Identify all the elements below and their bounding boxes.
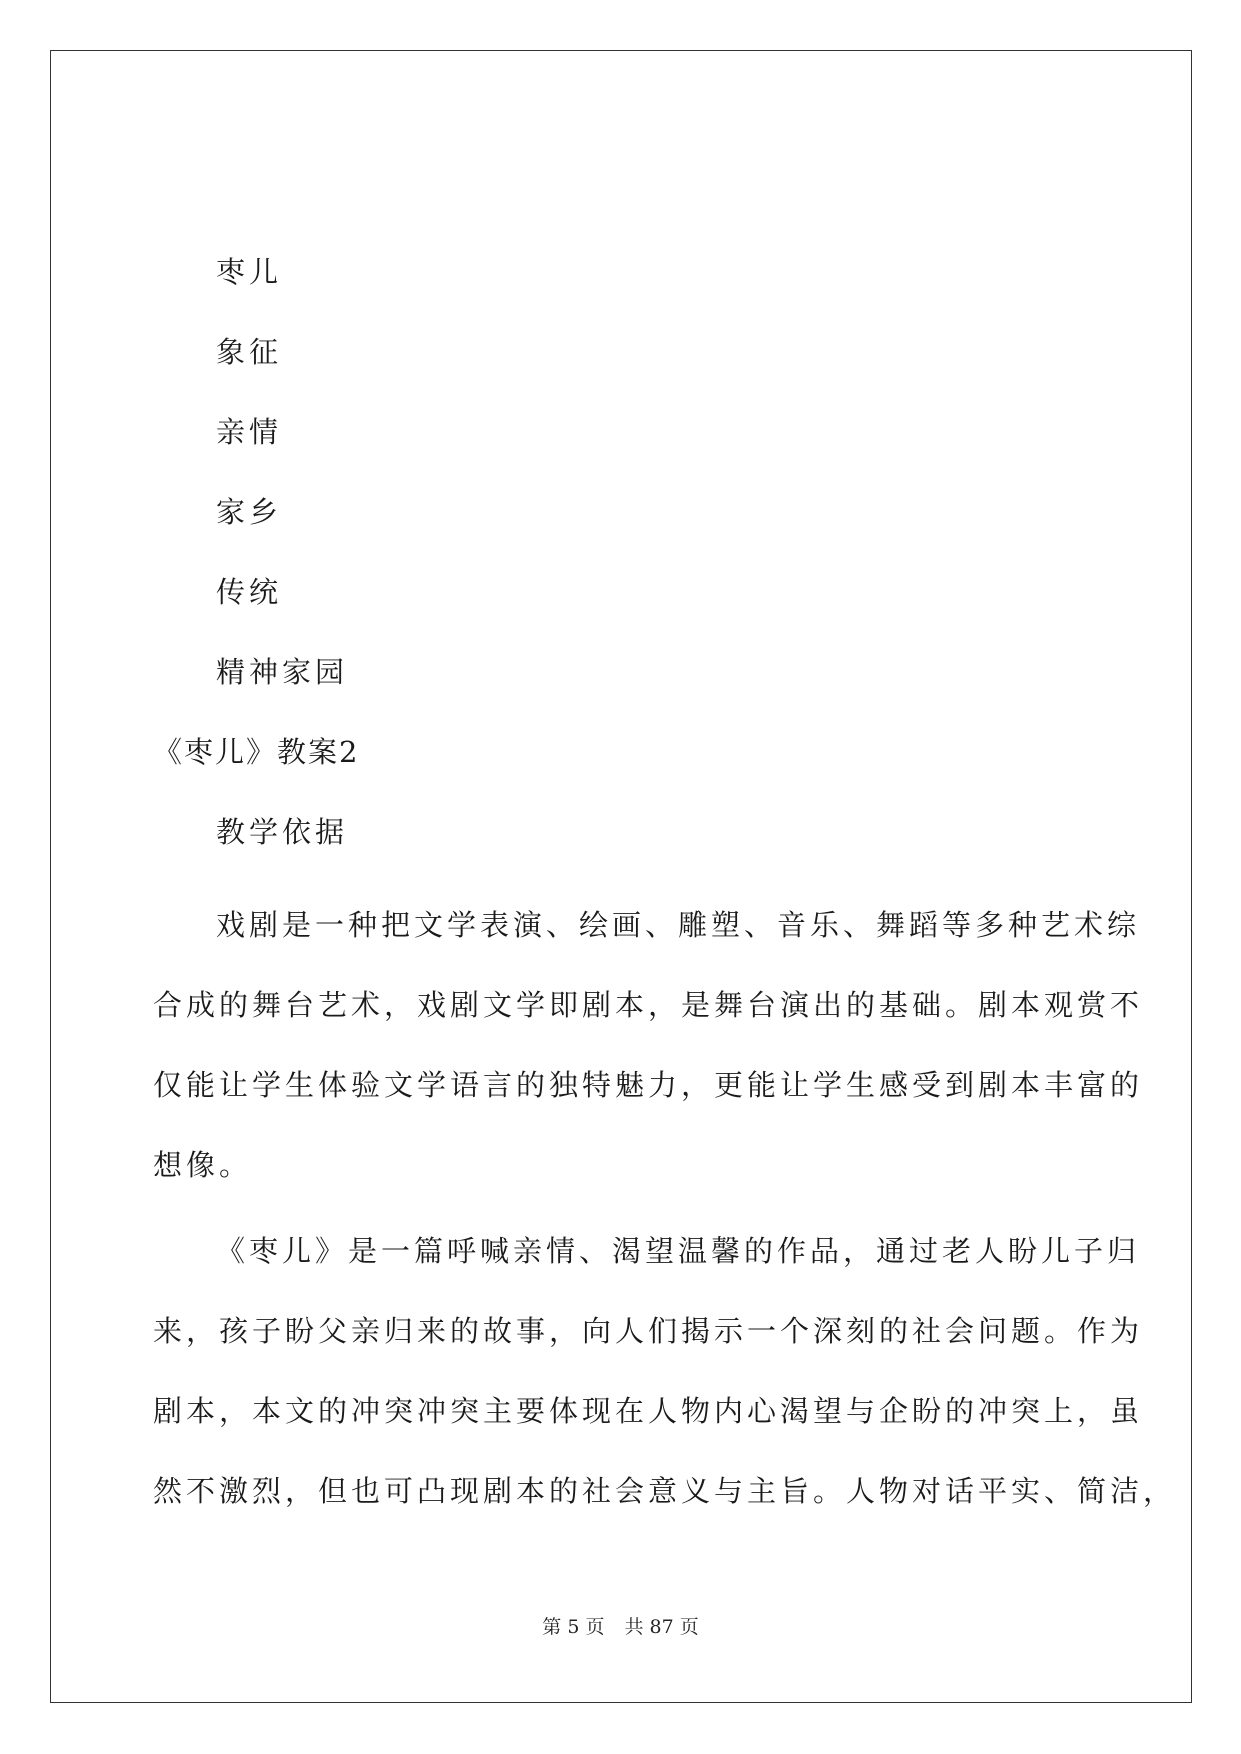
paragraph-line: 剧本，本文的冲突冲突主要体现在人物内心渴望与企盼的冲突上，虽 — [153, 1394, 1144, 1428]
page-number: 第 5 页 — [542, 1616, 605, 1638]
section-title: 《枣儿》教案2 — [153, 735, 360, 769]
keyword-line: 亲情 — [216, 415, 283, 449]
keyword-line: 家乡 — [216, 495, 283, 529]
keyword-line: 传统 — [216, 575, 283, 609]
paragraph-line: 仅能让学生体验文学语言的独特魅力，更能让学生感受到剧本丰富的 — [153, 1068, 1144, 1102]
paragraph-line: 来，孩子盼父亲归来的故事，向人们揭示一个深刻的社会问题。作为 — [153, 1314, 1144, 1348]
page-border — [50, 50, 1192, 1703]
page-footer — [0, 1614, 1241, 1640]
paragraph-line: 戏剧是一种把文学表演、绘画、雕塑、音乐、舞蹈等多种艺术综 — [216, 908, 1141, 942]
keyword-line: 枣儿 — [216, 255, 283, 289]
keyword-line: 精神家园 — [216, 655, 349, 689]
paragraph-line: 然不激烈，但也可凸现剧本的社会意义与主旨。人物对话平实、简洁， — [153, 1474, 1177, 1508]
paragraph-line: 想像。 — [153, 1148, 253, 1182]
subheading: 教学依据 — [216, 815, 349, 849]
paragraph-line: 《枣儿》是一篇呼喊亲情、渴望温馨的作品，通过老人盼儿子归 — [216, 1234, 1141, 1268]
page-total: 共 87 页 — [624, 1616, 699, 1638]
paragraph-line: 合成的舞台艺术，戏剧文学即剧本，是舞台演出的基础。剧本观赏不 — [153, 988, 1144, 1022]
keyword-line: 象征 — [216, 335, 283, 369]
